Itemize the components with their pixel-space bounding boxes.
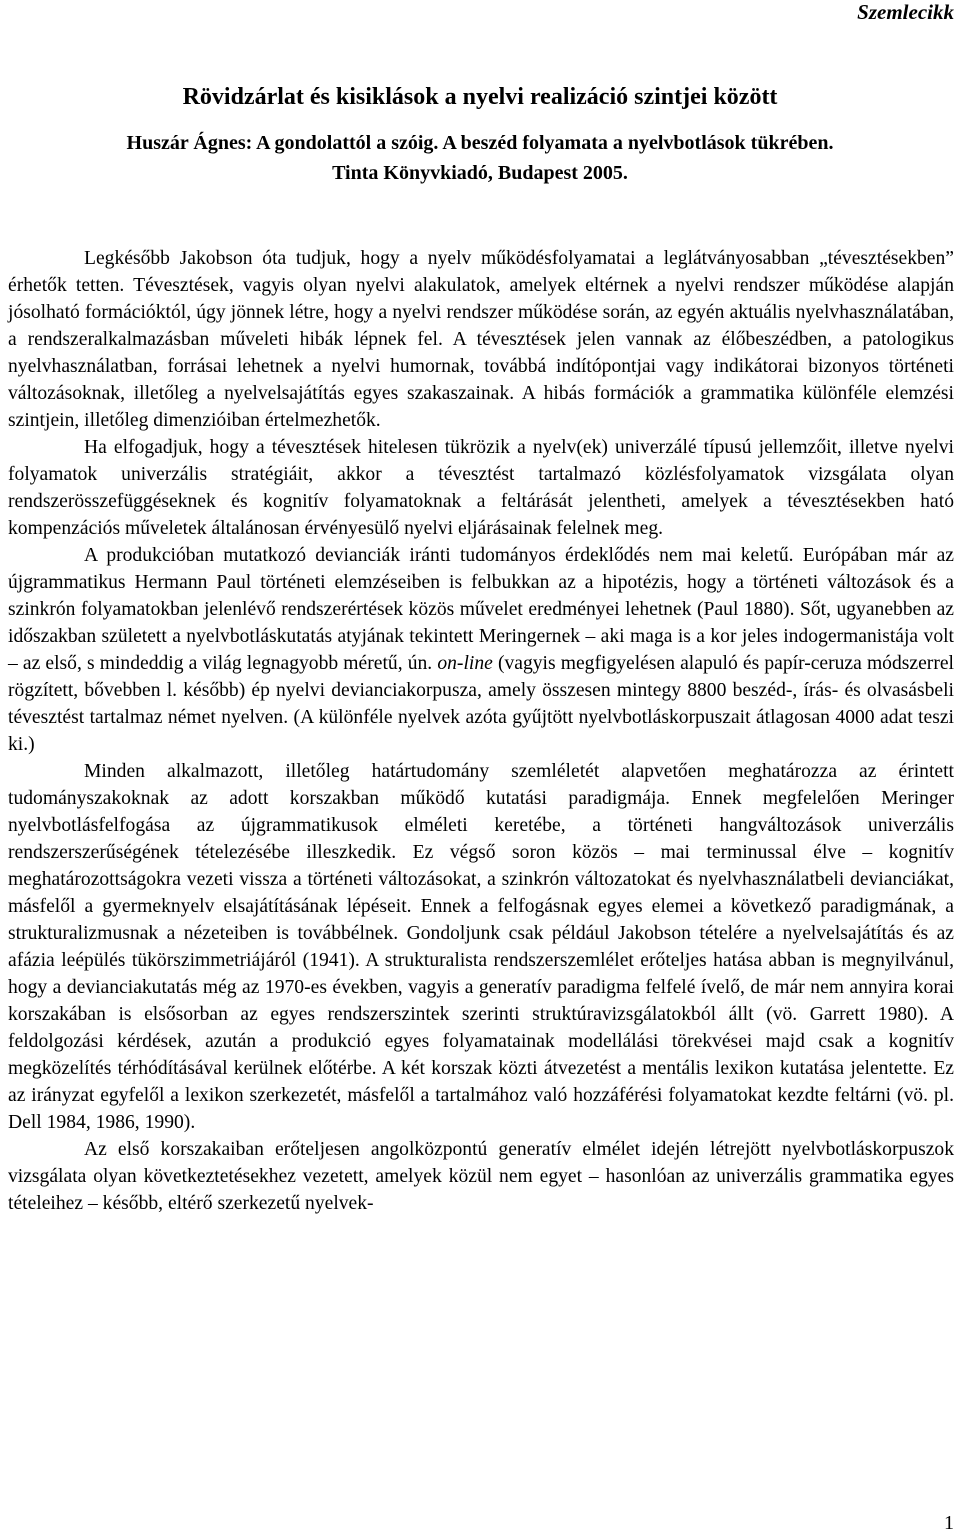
italic-term: on-line	[437, 653, 493, 674]
page-number: 1	[944, 1512, 954, 1534]
paragraph-text: Az első korszakaiban erőteljesen angolközpontú generatív elmélet idején létrejött nyelvbotláskorpuszok vizsgálata olyan következtetésekhez vezetett, amelyek közül nem egyet – hasonlóan az univerzális grammatika egyes tételeihez – később, eltérő szerkezetű nyelvek-	[8, 1139, 954, 1214]
paragraph-text: A produkcióban mutatkozó devianciák iránti tudományos érdeklődés nem mai keletű. Európában már az újgrammatikus Hermann Paul történeti elemzéseiben is felbukkan az a hipotézis, hogy a történeti változások és a szinkrón folyamatokban jelenlévő rendszerértések közös művelet eredményei lehetnek (Paul 1880). Sőt, ugyanebben az időszakban született a nyelvbotláskutatás atyjának tekintett Meringernek – aki maga is a kor jeles indogermanistája volt – az első, s mindeddig a világ legnagyobb méretű, ún.	[8, 545, 954, 674]
paragraph-1	[8, 245, 954, 434]
paragraph-5	[8, 1136, 954, 1217]
book-reference	[0, 128, 960, 188]
paragraph-text: Legkésőbb Jakobson óta tudjuk, hogy a nyelv működésfolyamatai a leglátványosabban „tévesztésekben” érhetők tetten. Tévesztések, vagyis olyan nyelvi alakulatok, amelyek eltérnek a nyelvi rendszer működése alapján jósolható formációktól, úgy jönnek létre, hogy a nyelvi rendszer működése során, az egyén aktuális nyelvhasználatában, a rendszeralkalmazásban műveleti hibák lépnek fel. A tévesztések jelen vannak az élőbeszédben, a patologikus nyelvhasználatban, forrásai lehetnek a nyelvi humornak, továbbá indítópontjai vagy indikátorai bizonyos történeti változásoknak, illetőleg a nyelvelsajátítás egyes szakaszainak. A hibás formációk a grammatika különféle elemzési szintjein, illetőleg dimenzióiban értelmezhetők.	[8, 248, 954, 431]
paragraph-2	[8, 434, 954, 542]
paragraph-text: Minden alkalmazott, illetőleg határtudomány szemléletét alapvetően meghatározza az érintett tudományszakoknak az adott korszakban működő kutatási paradigmája. Ennek megfelelően Meringer nyelvbotlásfelfogása az újgrammatikusok elméleti keretébe, a történeti hangváltozások univerzális rendszerszerűségének tételezésébe illeszkedik. Ez végső soron közös – mai terminussal élve – kognitív meghatározottságokra vezeti vissza a történeti változásokat, a szinkrón változatokat és nyelvhasználatbeli devianciákat, másfelől a gyermeknyelv elsajátításának lépéseit. Ennek a felfogásnak egyes elemei a következő paradigmának, a strukturalizmusnak a nézeteiben is továbbélnek. Gondoljunk csak például Jakobson tételére a nyelvelsajátítás és az afázia leépülés tükörszimmetriájáról (1941). A strukturalista rendszerszemlélet erőteljes hatása abban is megnyilvánul, hogy a devianciakutatás még az 1970-es években, vagyis a generatív paradigma felfelé ívelő, de már nem annyira korai korszakában is elsősorban az egyes rendszerszintek szerinti struktúravizsgálatokból állt (vö. Garrett 1980). A feldolgozási kérdések, azután a produkció egyes folyamatainak modellálási törekvései majd csak a kognitív megközelítés térhódításával kerülnek előtérbe. A két korszak közti átvezetést a mentális lexikon kutatása jelentette. Ez az irányzat egyfelől a lexikon szerkezetét, másfelől a tartalmához való hozzáférési folyamatokat kezdte feltárni (vö. pl. Dell 1984, 1986, 1990).	[8, 761, 954, 1133]
section-label: Szemlecikk	[857, 0, 954, 24]
paragraph-3	[8, 542, 954, 758]
book-reference-line-1: Huszár Ágnes: A gondolattól a szóig. A beszéd folyamata a nyelvbotlások tükrében.	[126, 132, 834, 154]
paragraph-text: Ha elfogadjuk, hogy a tévesztések hitelesen tükrözik a nyelv(ek) univerzálé típusú jellemzőit, illetve nyelvi folyamatok univerzális stratégiáit, akkor a tévesztést tartalmazó közlésfolyamatok vizsgálata olyan rendszerösszefüggéseknek és kognitív folyamatoknak a feltárását jelentheti, amelyek a tévesztésekben ható kompenzációs műveletek általánosan érvényesülő nyelvi eljárásainak felelnek meg.	[8, 437, 954, 539]
paragraph-text-continued: (vagyis megfigyelésen alapuló és papír-ceruza módszerrel rögzített, bővebben l. később) ép nyelvi devianciakorpusza, amely összesen mintegy 8800 beszéd-, írás- és olvasásbeli tévesztést tartalmaz német nyelven. (A különféle nyelvek azóta gyűjtött nyelvbotláskorpuszait átlagosan 4000 adat teszi ki.)	[8, 653, 954, 755]
paragraph-4	[8, 758, 954, 1136]
article-body	[8, 245, 954, 1217]
book-reference-line-2: Tinta Könyvkiadó, Budapest 2005.	[332, 162, 628, 184]
article-title: Rövidzárlat és kisiklások a nyelvi realizáció szintjei között	[182, 84, 778, 110]
